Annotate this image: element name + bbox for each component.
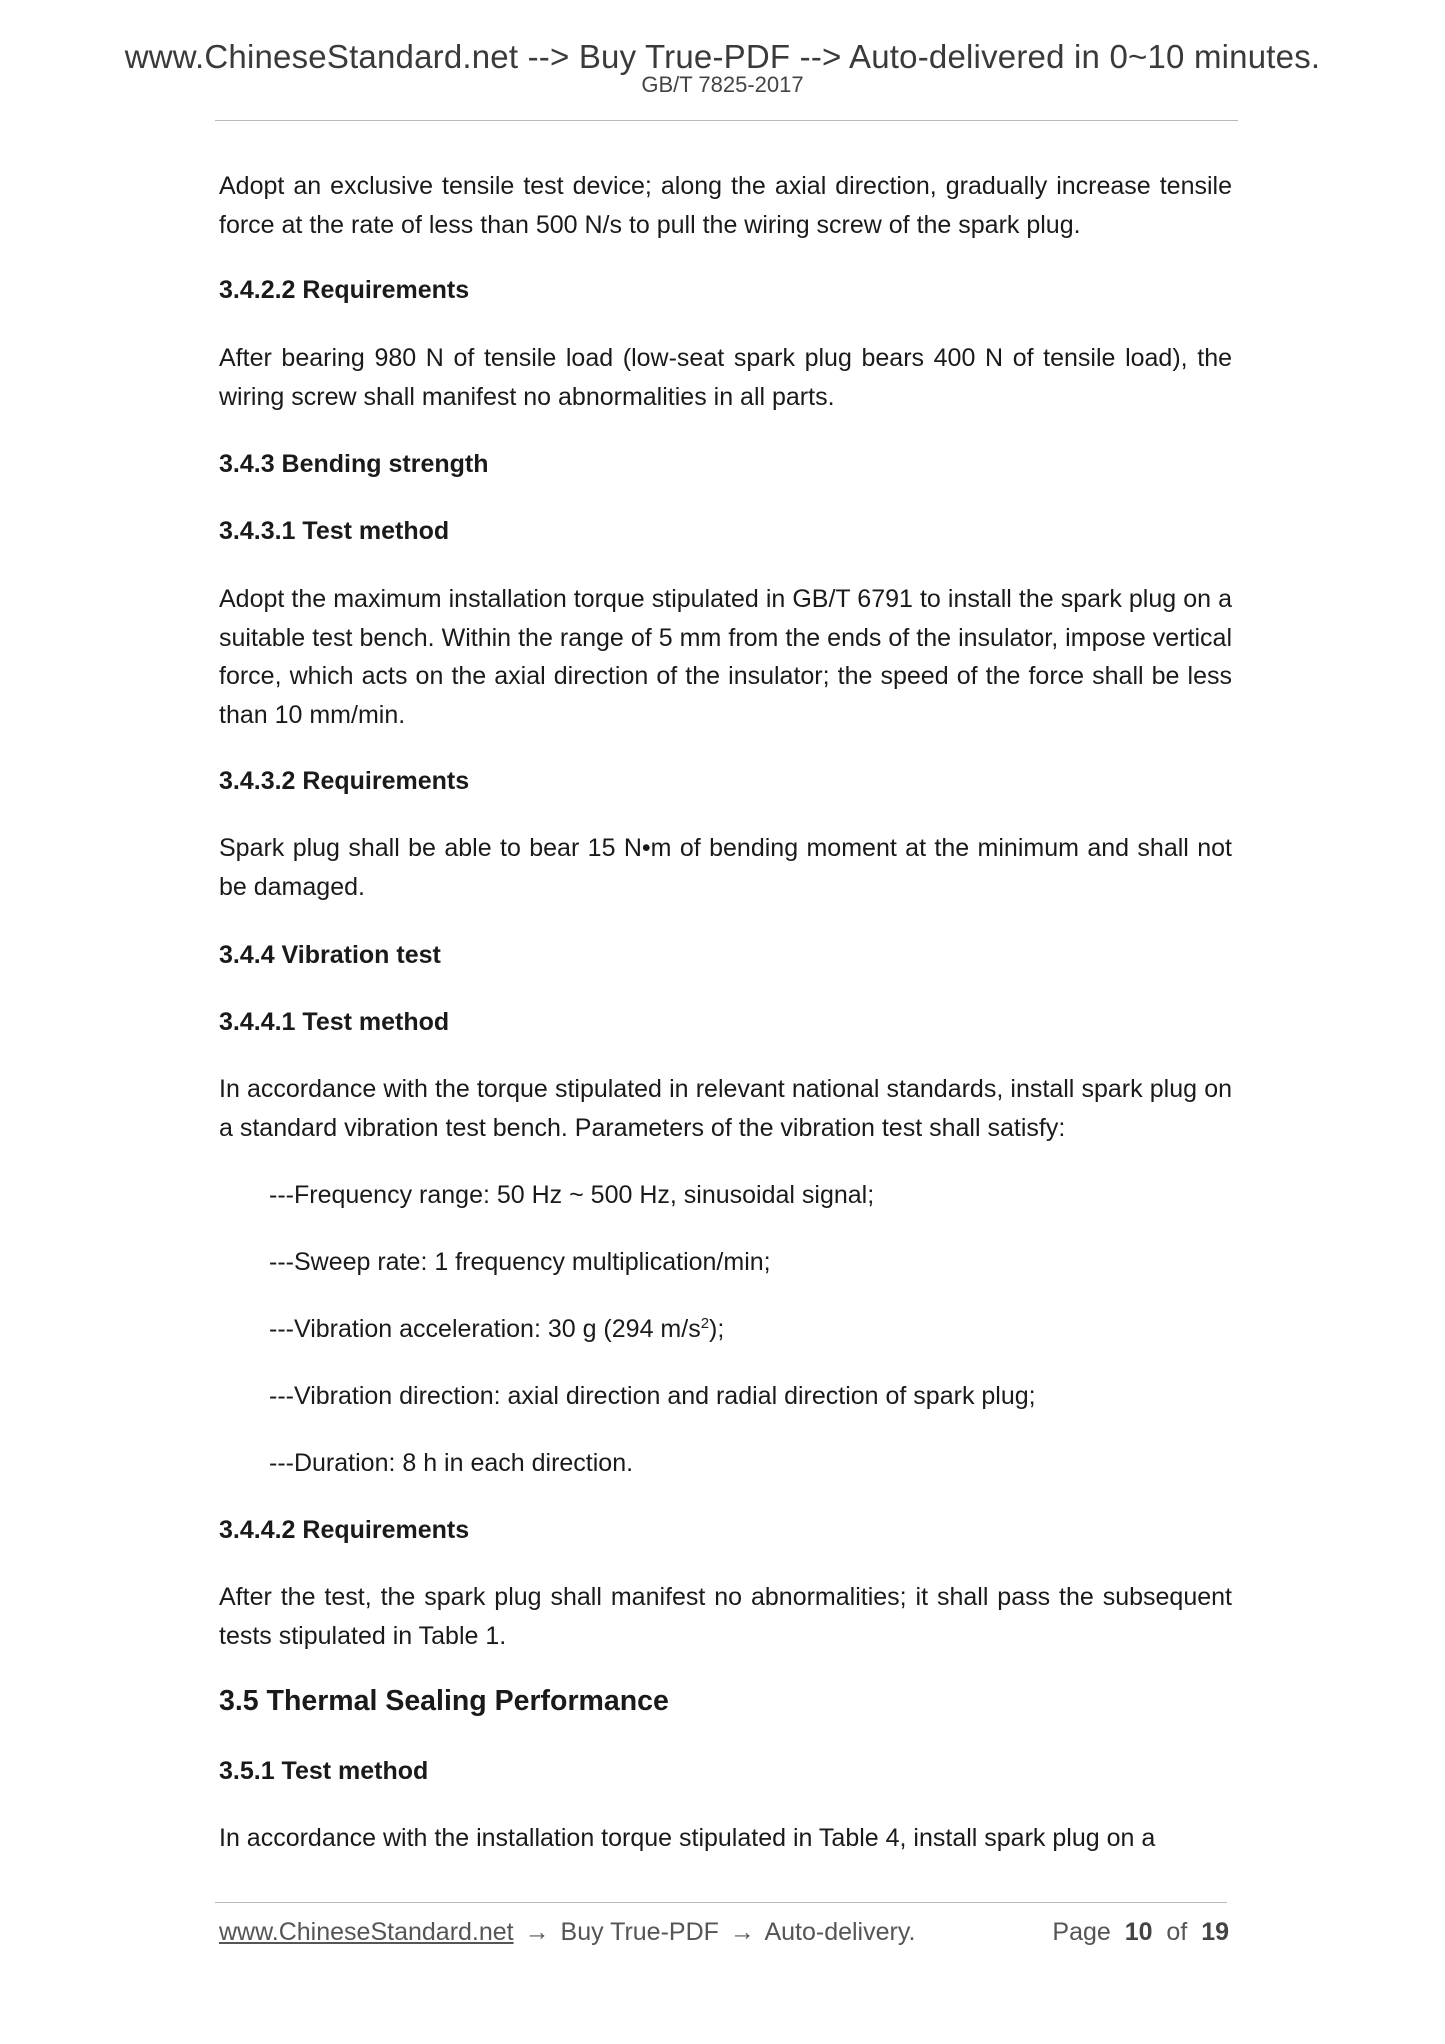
header-divider xyxy=(215,120,1238,121)
acceleration-suffix: ); xyxy=(709,1315,725,1343)
paragraph-3-5-1: In accordance with the installation torque stipulated in Table 4, install spark plug on a xyxy=(219,1824,1156,1852)
page-number xyxy=(1052,1918,1229,1947)
arrow-right-icon: → xyxy=(524,1918,550,1946)
bullet-acceleration xyxy=(269,1314,724,1344)
bullet-frequency: ---Frequency range: 50 Hz ~ 500 Hz, sinusoidal signal; xyxy=(269,1181,875,1209)
page-footer xyxy=(219,1918,1229,1947)
footer-divider xyxy=(215,1902,1227,1903)
heading-3-5-1: 3.5.1 Test method xyxy=(219,1757,429,1785)
acceleration-text: ---Vibration acceleration: 30 g (294 m/s xyxy=(269,1315,701,1343)
header-banner[interactable]: www.ChineseStandard.net --> Buy True-PDF --> Auto-delivered in 0~10 minutes. xyxy=(124,38,1321,75)
heading-3-4-3: 3.4.3 Bending strength xyxy=(219,450,489,478)
paragraph-3-4-3-1: Adopt the maximum installation torque stipulated in GB/T 6791 to install the spark plug on a suitable test bench. Within the range of 5 mm from the ends of the insulator, impose vertical force, which acts on the axial direction of the insulator; the speed of the force shall be less than 10 mm/min. xyxy=(219,585,1232,729)
footer-site-link[interactable]: www.ChineseStandard.net xyxy=(219,1918,514,1946)
paragraph-3-4-4-1: In accordance with the torque stipulated in relevant national standards, install spark plug on a standard vibration test bench. Parameters of the vibration test shall satisfy: xyxy=(219,1075,1232,1142)
heading-3-4-4: 3.4.4 Vibration test xyxy=(219,941,441,969)
heading-3-4-3-2: 3.4.3.2 Requirements xyxy=(219,767,470,795)
page-current: 10 xyxy=(1124,1918,1153,1946)
paragraph-3-4-3-2: Spark plug shall be able to bear 15 N•m of bending moment at the minimum and shall not be damaged. xyxy=(219,834,1232,901)
page-label: Page xyxy=(1052,1918,1111,1946)
standard-code: GB/T 7825-2017 xyxy=(641,72,804,97)
footer-buy-text: Buy True-PDF xyxy=(560,1918,719,1946)
paragraph-3-4-2-2: After bearing 980 N of tensile load (low-seat spark plug bears 400 N of tensile load), the wiring screw shall manifest no abnormalities in all parts. xyxy=(219,344,1232,411)
heading-3-5: 3.5 Thermal Sealing Performance xyxy=(219,1685,669,1717)
bullet-sweep-rate: ---Sweep rate: 1 frequency multiplication/min; xyxy=(269,1248,771,1276)
arrow-right-icon: → xyxy=(729,1918,755,1946)
page-of: of xyxy=(1166,1918,1188,1946)
heading-3-4-3-1: 3.4.3.1 Test method xyxy=(219,517,450,545)
heading-3-4-4-2: 3.4.4.2 Requirements xyxy=(219,1516,470,1544)
bullet-duration: ---Duration: 8 h in each direction. xyxy=(269,1449,634,1477)
page-total: 19 xyxy=(1201,1918,1229,1946)
heading-3-4-4-1: 3.4.4.1 Test method xyxy=(219,1008,450,1036)
intro-paragraph: Adopt an exclusive tensile test device; along the axial direction, gradually increase tensile force at the rate of less than 500 N/s to pull the wiring screw of the spark plug. xyxy=(219,172,1232,239)
bullet-direction: ---Vibration direction: axial direction and radial direction of spark plug; xyxy=(269,1382,1036,1410)
heading-3-4-2-2: 3.4.2.2 Requirements xyxy=(219,276,470,304)
acceleration-superscript: 2 xyxy=(700,1315,710,1332)
footer-delivery-text: Auto-delivery. xyxy=(764,1918,916,1946)
paragraph-3-4-4-2: After the test, the spark plug shall manifest no abnormalities; it shall pass the subsequent tests stipulated in Table 1. xyxy=(219,1583,1232,1650)
